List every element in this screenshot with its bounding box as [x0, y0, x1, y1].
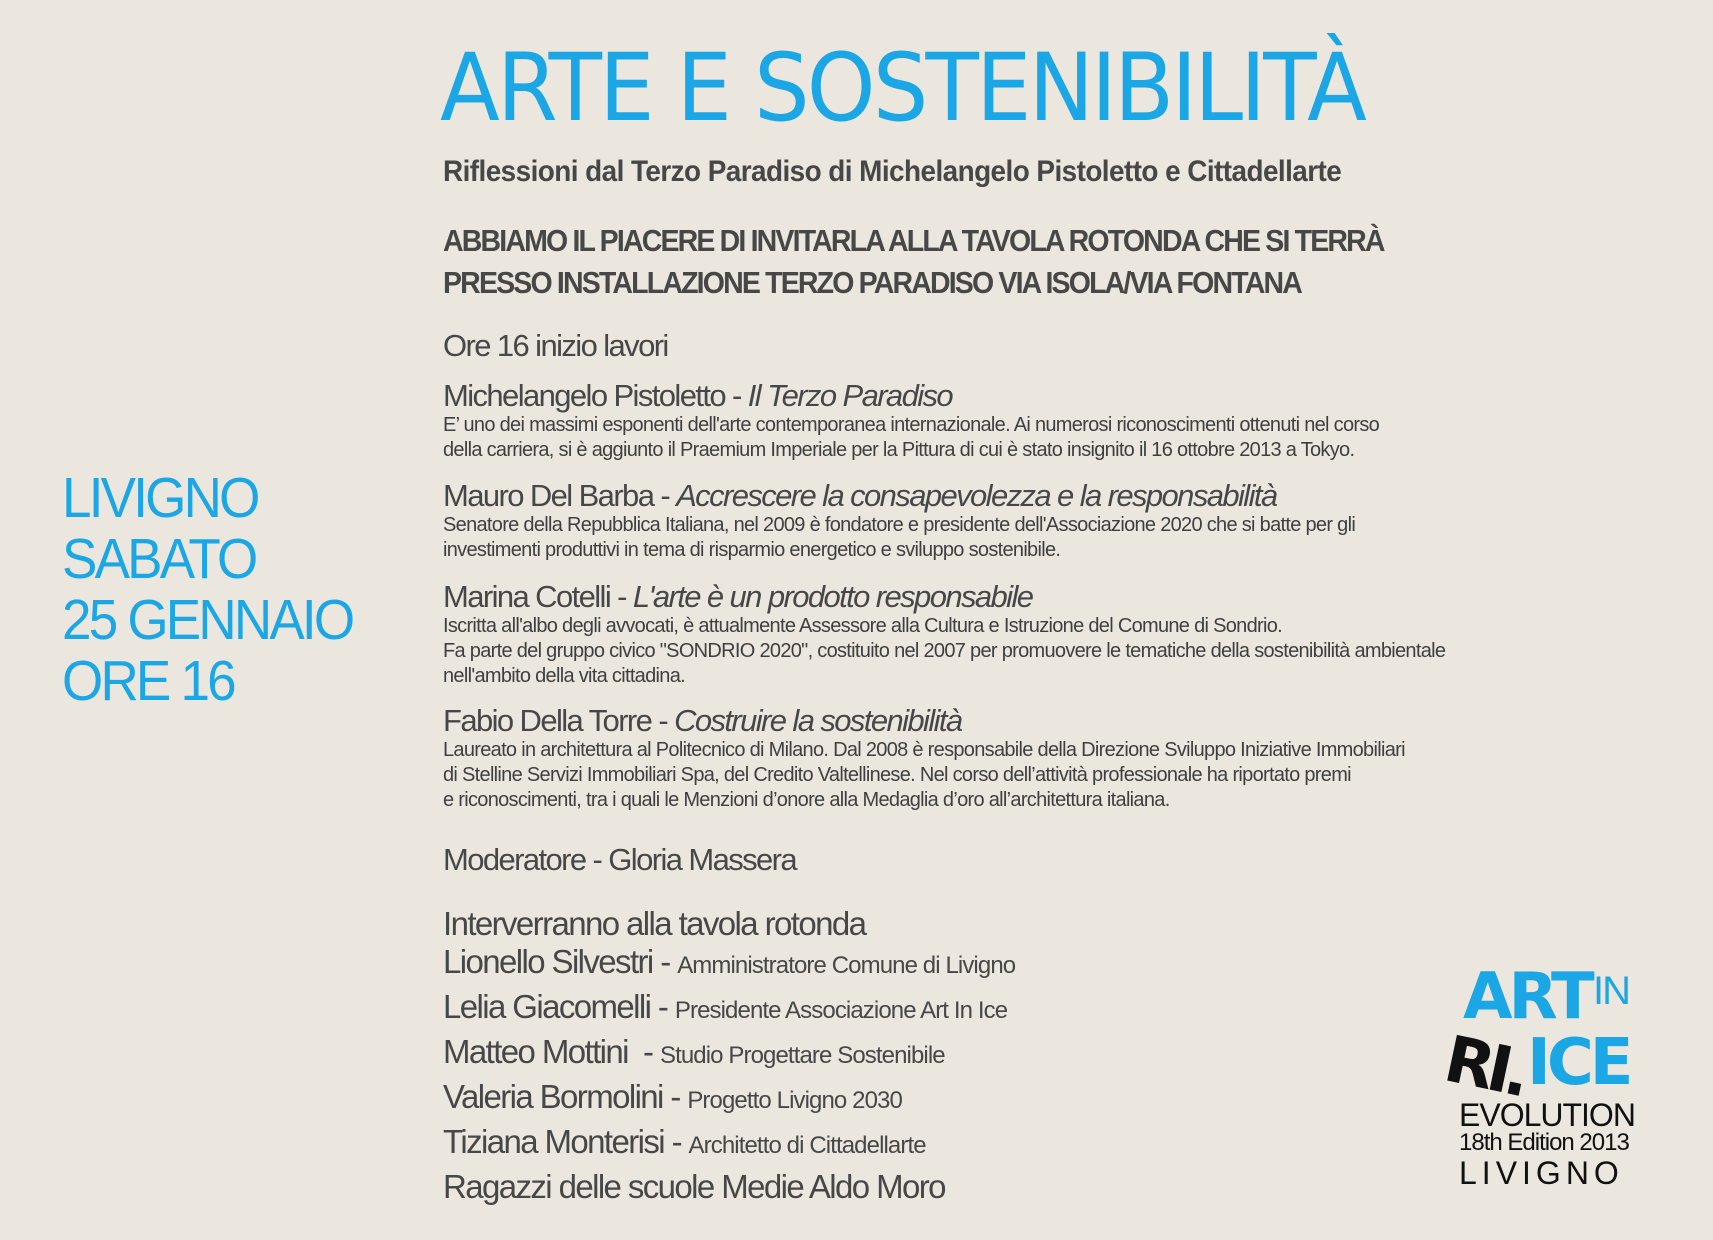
- participant-separator: -: [662, 1078, 688, 1115]
- speaker-bio-line: Iscritta all'albo degli avvocati, è attualmente Assessore alla Cultura e Istruzione del Comune di Sondrio.: [443, 615, 1282, 637]
- speaker-bio: [443, 738, 1693, 813]
- speaker-topic: Il Terzo Paradiso: [747, 378, 953, 413]
- event-weekday: SABATO: [62, 527, 256, 591]
- speaker-bio-line: investimenti produttivi in tema di risparmio energetico e sviluppo sostenibile.: [443, 539, 1061, 561]
- speaker-bio-line: nell'ambito della vita cittadina.: [443, 665, 685, 687]
- speaker-block: [443, 479, 1693, 563]
- list-item: [443, 988, 1015, 1033]
- speaker-block: [443, 379, 1693, 463]
- participant-name: Tiziana Monterisi: [443, 1123, 664, 1160]
- participant-role: Amministratore Comune di Livigno: [677, 952, 1016, 979]
- list-item: [443, 1168, 1015, 1213]
- participant-name: Lionello Silvestri: [443, 943, 653, 980]
- art-in-ice-logo: [1438, 960, 1685, 1195]
- moderator: Moderatore - Gloria Massera: [443, 842, 797, 877]
- speaker-block: [443, 580, 1693, 689]
- speaker-bio: [443, 513, 1693, 563]
- participant-role: Presidente Associazione Art In Ice: [674, 997, 1008, 1024]
- event-place: LIVIGNO: [62, 466, 258, 530]
- speaker-separator: -: [660, 478, 677, 513]
- event-date-block: [62, 468, 352, 712]
- participant-role: Progetto Livigno 2030: [687, 1087, 902, 1114]
- speaker-separator: -: [617, 579, 633, 614]
- participant-name: Ragazzi delle scuole Medie Aldo Moro: [443, 1168, 945, 1205]
- speaker-name: Mauro Del Barba: [443, 478, 654, 513]
- participant-separator: -: [650, 988, 675, 1025]
- logo-evolution: EVOLUTION: [1459, 1097, 1635, 1133]
- participant-name: Matteo Mottini: [443, 1033, 628, 1070]
- speaker-topic: Accrescere la consapevolezza e la responsabilità: [676, 478, 1277, 513]
- speaker-bio-line: Fa parte del gruppo civico "SONDRIO 2020", costituito nel 2007 per promuovere le tematiche della sostenibilità ambientale: [443, 640, 1446, 662]
- speaker-bio-line: della carriera, si è aggiunto il Praemium Imperiale per la Pittura di cui è stato insignito il 16 ottobre 2013 a Tokyo.: [443, 439, 1355, 461]
- logo-ri: RI.: [1438, 1022, 1532, 1112]
- list-item: [443, 1078, 1015, 1123]
- invitation-text: [443, 220, 1384, 304]
- program-start: Ore 16 inizio lavori: [443, 328, 668, 363]
- speaker-block: [443, 704, 1693, 813]
- participants-title: Interverranno alla tavola rotonda: [443, 905, 866, 942]
- speaker-bio: [443, 413, 1693, 463]
- participant-separator: -: [627, 1033, 660, 1070]
- speaker-topic: Costruire la sostenibilità: [674, 703, 962, 738]
- logo-art: ART: [1463, 960, 1591, 1034]
- speaker-name: Fabio Della Torre: [443, 703, 652, 738]
- list-item: [443, 943, 1015, 988]
- speaker-separator: -: [658, 703, 675, 738]
- list-item: [443, 1123, 1015, 1168]
- speaker-topic: L'arte è un prodotto responsabile: [632, 579, 1033, 614]
- event-time: ORE 16: [62, 649, 234, 713]
- speaker-name: Michelangelo Pistoletto: [443, 378, 725, 413]
- speaker-heading: [443, 379, 1693, 413]
- participant-name: Valeria Bormolini: [443, 1078, 663, 1115]
- page-subtitle: Riflessioni dal Terzo Paradiso di Michelangelo Pistoletto e Cittadellarte: [443, 155, 1342, 188]
- participant-role: Studio Progettare Sostenibile: [659, 1042, 945, 1069]
- speaker-bio-line: di Stelline Servizi Immobiliari Spa, del Credito Valtellinese. Nel corso dell’attività professionale ha riportato premi: [443, 764, 1351, 786]
- speaker-heading: [443, 704, 1693, 738]
- speaker-name: Marina Cotelli: [443, 579, 611, 614]
- speaker-bio-line: e riconoscimenti, tra i quali le Menzioni d’onore alla Medaglia d’oro all’architettura italiana.: [443, 789, 1170, 811]
- participant-separator: -: [652, 943, 678, 980]
- speaker-heading: [443, 479, 1693, 513]
- participant-separator: -: [664, 1123, 689, 1160]
- invitation-line: PRESSO INSTALLAZIONE TERZO PARADISO VIA ISOLA/VIA FONTANA: [443, 265, 1301, 300]
- speaker-bio-line: Laureato in architettura al Politecnico di Milano. Dal 2008 è responsabile della Direzione Sviluppo Iniziative Immobiliari: [443, 739, 1405, 761]
- speaker-separator: -: [732, 378, 748, 413]
- event-date: 25 GENNAIO: [62, 588, 353, 652]
- speaker-bio-line: Senatore della Repubblica Italiana, nel 2009 è fondatore e presidente dell'Associazione 2020 che si batte per gli: [443, 514, 1356, 536]
- logo-ice: ICE: [1527, 1026, 1630, 1100]
- logo-in: IN: [1593, 969, 1629, 1013]
- speaker-heading: [443, 580, 1693, 614]
- invitation-line: ABBIAMO IL PIACERE DI INVITARLA ALLA TAVOLA ROTONDA CHE SI TERRÀ: [443, 223, 1384, 258]
- speaker-bio-line: E’ uno dei massimi esponenti dell'arte contemporanea internazionale. Ai numerosi riconoscimenti ottenuti nel corso: [443, 414, 1380, 436]
- list-item: [443, 1033, 1015, 1078]
- speaker-bio: [443, 614, 1693, 689]
- participant-name: Lelia Giacomelli: [443, 988, 651, 1025]
- participant-role: Architetto di Cittadellarte: [688, 1132, 926, 1159]
- participants-list: [443, 905, 1015, 1213]
- logo-edition: 18th Edition 2013: [1459, 1129, 1629, 1156]
- logo-city: LIVIGNO: [1459, 1155, 1624, 1191]
- page-title: ARTE E SOSTENIBILITÀ: [440, 34, 1365, 143]
